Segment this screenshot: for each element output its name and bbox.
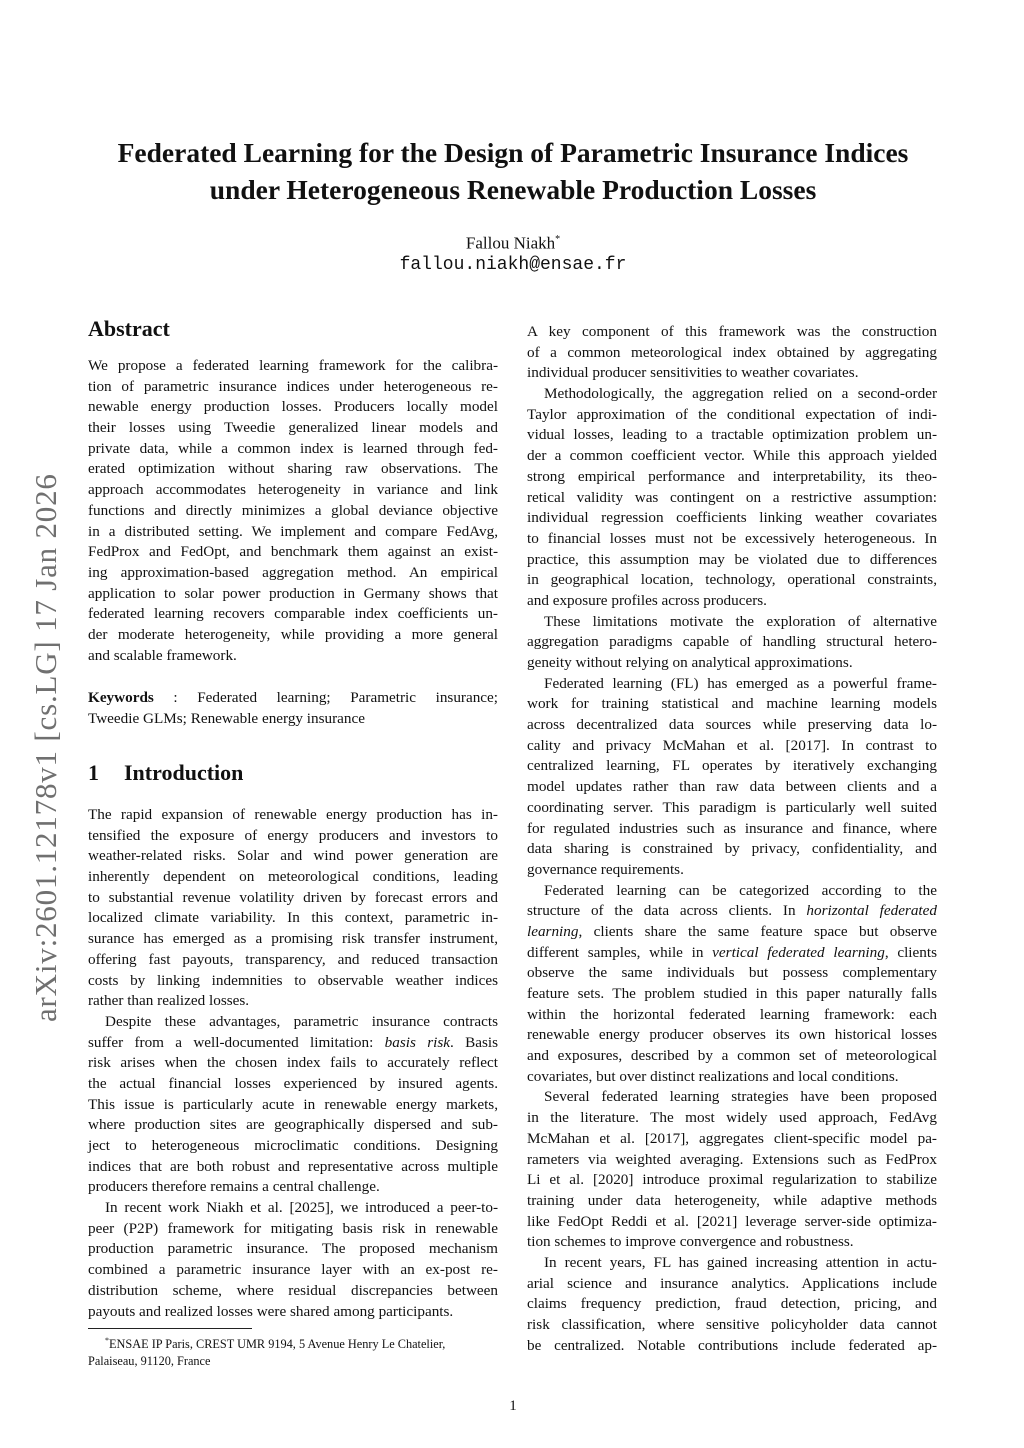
abstract-line: newable energy production losses. Producers locally model: [88, 398, 498, 416]
body-line: tion schemes to improve convergence and robustness.: [527, 1233, 854, 1251]
intro-text: suffer from a well-documented limitation:: [88, 1033, 374, 1051]
body-line: McMahan et al. [2017], aggregates client-specific model pa-: [527, 1129, 937, 1147]
intro-line: production parametric insurance. The proposed mechanism: [88, 1240, 498, 1258]
body-text: structure of the data across clients. In: [527, 902, 796, 920]
intro-line: In recent work Niakh et al. [2025], we introduced a peer-to-: [105, 1199, 498, 1217]
body-line: like FedOpt Reddi et al. [2021] leverage server-side optimiza-: [527, 1212, 937, 1230]
body-line: for regulated industries such as insurance and finance, where: [527, 819, 937, 837]
intro-line: ject to heterogeneous microclimatic conditions. Designing: [88, 1137, 498, 1154]
body-emphasis: horizontal federated: [806, 902, 937, 920]
body-line: and exposure profiles across producers.: [527, 591, 767, 609]
body-line: [527, 922, 937, 943]
intro-text: . Basis: [449, 1033, 498, 1051]
intro-line: Despite these advantages, parametric insurance contracts: [105, 1012, 498, 1030]
body-text: , clients share the same feature space but observe: [578, 922, 937, 940]
footnote: [88, 1332, 500, 1370]
footnote-divider: [88, 1328, 252, 1329]
intro-line: This issue is particularly acute in renewable energy markets,: [88, 1095, 498, 1113]
intro-line: indices that are both robust and representative across multiple: [88, 1157, 498, 1175]
author: [80, 229, 946, 255]
abstract-body: [88, 356, 498, 666]
title-line-1: Federated Learning for the Design of Parametric Insurance Indices: [117, 137, 909, 168]
body-line: be centralized. Notable contributions include federated ap-: [527, 1336, 937, 1354]
intro-line: weather-related risks. Solar and wind power generation are: [88, 847, 498, 865]
intro-line: surance has emerged as a promising risk transfer instrument,: [88, 930, 498, 948]
keywords: [88, 688, 498, 729]
body-emphasis: vertical federated learning: [712, 943, 885, 961]
introduction-heading: [88, 760, 243, 786]
abstract-line: approach accommodates heterogeneity in variance and link: [88, 481, 498, 499]
page-number: 1: [509, 1398, 517, 1414]
body-line: in the literature. The most widely used approach, FedAvg: [527, 1109, 937, 1127]
body-line: observe the same individuals but possess complementary: [527, 964, 937, 982]
intro-line: peer (P2P) framework for mitigating basis risk in renewable: [88, 1219, 498, 1237]
intro-line: to substantial revenue volatility driven by forecast errors and: [88, 888, 498, 906]
body-line: der a common coefficient vector. While this approach yielded: [527, 447, 937, 465]
intro-line: offering fast payouts, transparency, and reduced transaction: [88, 950, 498, 968]
body-line: and exposures, described by a common set of meteorological: [527, 1047, 937, 1065]
intro-line: where production sites are geographically dispersed and sub-: [88, 1116, 498, 1134]
keywords-text: : Federated learning; Parametric insurance;: [173, 689, 499, 706]
abstract-line: federated learning recovers comparable index coefficients un-: [88, 605, 498, 623]
body-emphasis: learning: [527, 922, 579, 940]
intro-line: tensified the exposure of energy producers and investors to: [88, 826, 498, 844]
body-line: rameters via weighted averaging. Extensions such as FedProx: [527, 1150, 937, 1168]
body-line: Taylor approximation of the conditional expectation of indi-: [527, 405, 937, 423]
author-name: Fallou Niakh: [465, 233, 556, 253]
intro-line: distribution scheme, where residual discrepancies between: [88, 1281, 498, 1299]
footnote-line: [88, 1332, 500, 1353]
body-line: within the horizontal federated learning framework: each: [527, 1005, 937, 1023]
intro-line: The rapid expansion of renewable energy production has in-: [88, 806, 498, 823]
body-line: [527, 943, 937, 964]
body-line: Federated learning (FL) has emerged as a powerful frame-: [544, 674, 937, 692]
body-line: centralized learning, FL operates by iteratively exchanging: [527, 757, 937, 775]
footnote-mark: *: [105, 1336, 109, 1345]
body-line: to financial losses must not be excessively heterogeneous. In: [527, 529, 937, 547]
body-line: Several federated learning strategies have been proposed: [544, 1088, 937, 1106]
body-line: These limitations motivate the exploration of alternative: [544, 612, 937, 630]
body-line: governance requirements.: [527, 860, 684, 878]
right-column-body: [527, 322, 937, 1356]
intro-line: risk arises when the chosen index fails to accurately reflect: [88, 1054, 498, 1072]
intro-line: inherently dependent on meteorological conditions, leading: [88, 868, 498, 886]
body-line: strong empirical performance and interpretability, its theo-: [527, 467, 937, 485]
abstract-line: their losses using Tweedie generalized linear models and: [88, 419, 498, 437]
body-line: training under data heterogeneity, while adaptive methods: [527, 1191, 937, 1209]
body-line: individual producer sensitivities to weather covariates.: [527, 364, 859, 382]
intro-line: the actual financial losses experienced by insured agents.: [88, 1074, 498, 1092]
intro-emphasis: basis risk: [384, 1033, 450, 1051]
abstract-heading: Abstract: [88, 316, 170, 341]
body-line: Methodologically, the aggregation relied on a second-order: [544, 385, 937, 403]
section-number: 1: [88, 760, 99, 785]
intro-line: rather than realized losses.: [88, 992, 250, 1010]
body-line: model updates rather than raw data between clients and a: [527, 778, 937, 796]
abstract-line: in a distributed setting. We implement and compare FedAvg,: [88, 522, 498, 540]
abstract-line: private data, while a common index is learned through fed-: [88, 439, 498, 457]
abstract-line: erated optimization without sharing raw observations. The: [88, 460, 498, 478]
body-line: In recent years, FL has gained increasing attention in actu-: [544, 1253, 937, 1271]
abstract-line: der moderate heterogeneity, while providing a more general: [88, 625, 498, 643]
keywords-line: Tweedie GLMs; Renewable energy insurance: [88, 709, 365, 727]
author-email: fallou.niakh@ensae.fr: [399, 255, 627, 275]
body-line: data sharing is constrained by privacy, confidentiality, and: [527, 840, 937, 858]
intro-line: localized climate variability. In this context, parametric in-: [88, 909, 498, 927]
abstract-line: ing approximation-based aggregation method. An empirical: [88, 563, 498, 581]
abstract-line: FedProx and FedOpt, and benchmark them against an exist-: [88, 543, 498, 561]
section-title: Introduction: [124, 760, 244, 785]
body-line: retical validity was contingent on a restrictive assumption:: [527, 488, 937, 506]
body-line: [527, 901, 937, 922]
body-line: in geographical location, technology, operational constraints,: [527, 571, 937, 589]
body-line: aggregation paradigms capable of handling structural hetero-: [527, 633, 937, 651]
abstract-line: tion of parametric insurance indices under heterogeneous re-: [88, 377, 498, 395]
body-line: across decentralized data sources while preserving data lo-: [527, 716, 937, 734]
body-line: A key component of this framework was the construction: [527, 323, 937, 340]
body-line: covariates, but over distinct realizations and local conditions.: [527, 1067, 899, 1085]
body-line: risk classification, where sensitive policyholder data cannot: [527, 1316, 937, 1333]
body-line: cality and privacy McMahan et al. [2017]. In contrast to: [527, 736, 937, 754]
intro-line: costs by linking indemnities to observable weather indices: [88, 971, 498, 989]
abstract-line: and scalable framework.: [88, 646, 237, 664]
abstract-line: application to solar power production in Germany shows that: [88, 584, 498, 602]
abstract-line: We propose a federated learning framework for the calibra-: [88, 357, 498, 374]
title-line-2: under Heterogeneous Renewable Production Losses: [209, 174, 817, 205]
body-line: feature sets. The problem studied in this paper naturally falls: [527, 985, 937, 1002]
body-line: of a common meteorological index obtained by aggregating: [527, 343, 937, 361]
body-text: , clients: [884, 943, 937, 961]
body-line: work for training statistical and machine learning models: [527, 695, 937, 713]
body-line: practice, this assumption may be violated due to differences: [527, 550, 937, 568]
abstract-line: functions and directly minimizes a global deviance objective: [88, 501, 498, 519]
body-line: individual regression coefficients linking weather covariates: [527, 509, 937, 527]
body-line: geneity without relying on analytical approximations.: [527, 654, 853, 671]
introduction-body: [88, 805, 498, 1322]
body-line: arial science and insurance analytics. Applications include: [527, 1274, 937, 1292]
body-line: vidual losses, leading to a tractable optimization problem un-: [527, 426, 937, 444]
intro-line: payouts and realized losses were shared among participants.: [88, 1302, 454, 1320]
keywords-line: [88, 688, 498, 709]
author-footnote-mark: *: [555, 234, 561, 245]
footnote-line: Palaiseau, 91120, France: [88, 1354, 211, 1369]
body-line: claims frequency prediction, fraud detection, pricing, and: [527, 1295, 937, 1313]
paper-title: [80, 134, 946, 208]
body-line: Li et al. [2020] introduce proximal regularization to stabilize: [527, 1171, 937, 1189]
footnote-text: ENSAE IP Paris, CREST UMR 9194, 5 Avenue Henry Le Chatelier,: [109, 1337, 446, 1352]
body-line: Federated learning can be categorized according to the: [544, 881, 937, 899]
body-line: coordinating server. This paradigm is particularly well suited: [527, 798, 937, 816]
body-text: different samples, while in: [527, 943, 704, 961]
body-line: renewable energy producer observes its own historical losses: [527, 1026, 937, 1044]
intro-line: [88, 1033, 498, 1054]
keywords-label: Keywords: [88, 689, 154, 706]
intro-line: combined a parametric insurance layer with an ex-post re-: [88, 1261, 498, 1279]
arxiv-identifier: arXiv:2601.12178v1 [cs.LG] 17 Jan 2026: [28, 473, 63, 1022]
intro-line: producers therefore remains a central challenge.: [88, 1178, 380, 1196]
